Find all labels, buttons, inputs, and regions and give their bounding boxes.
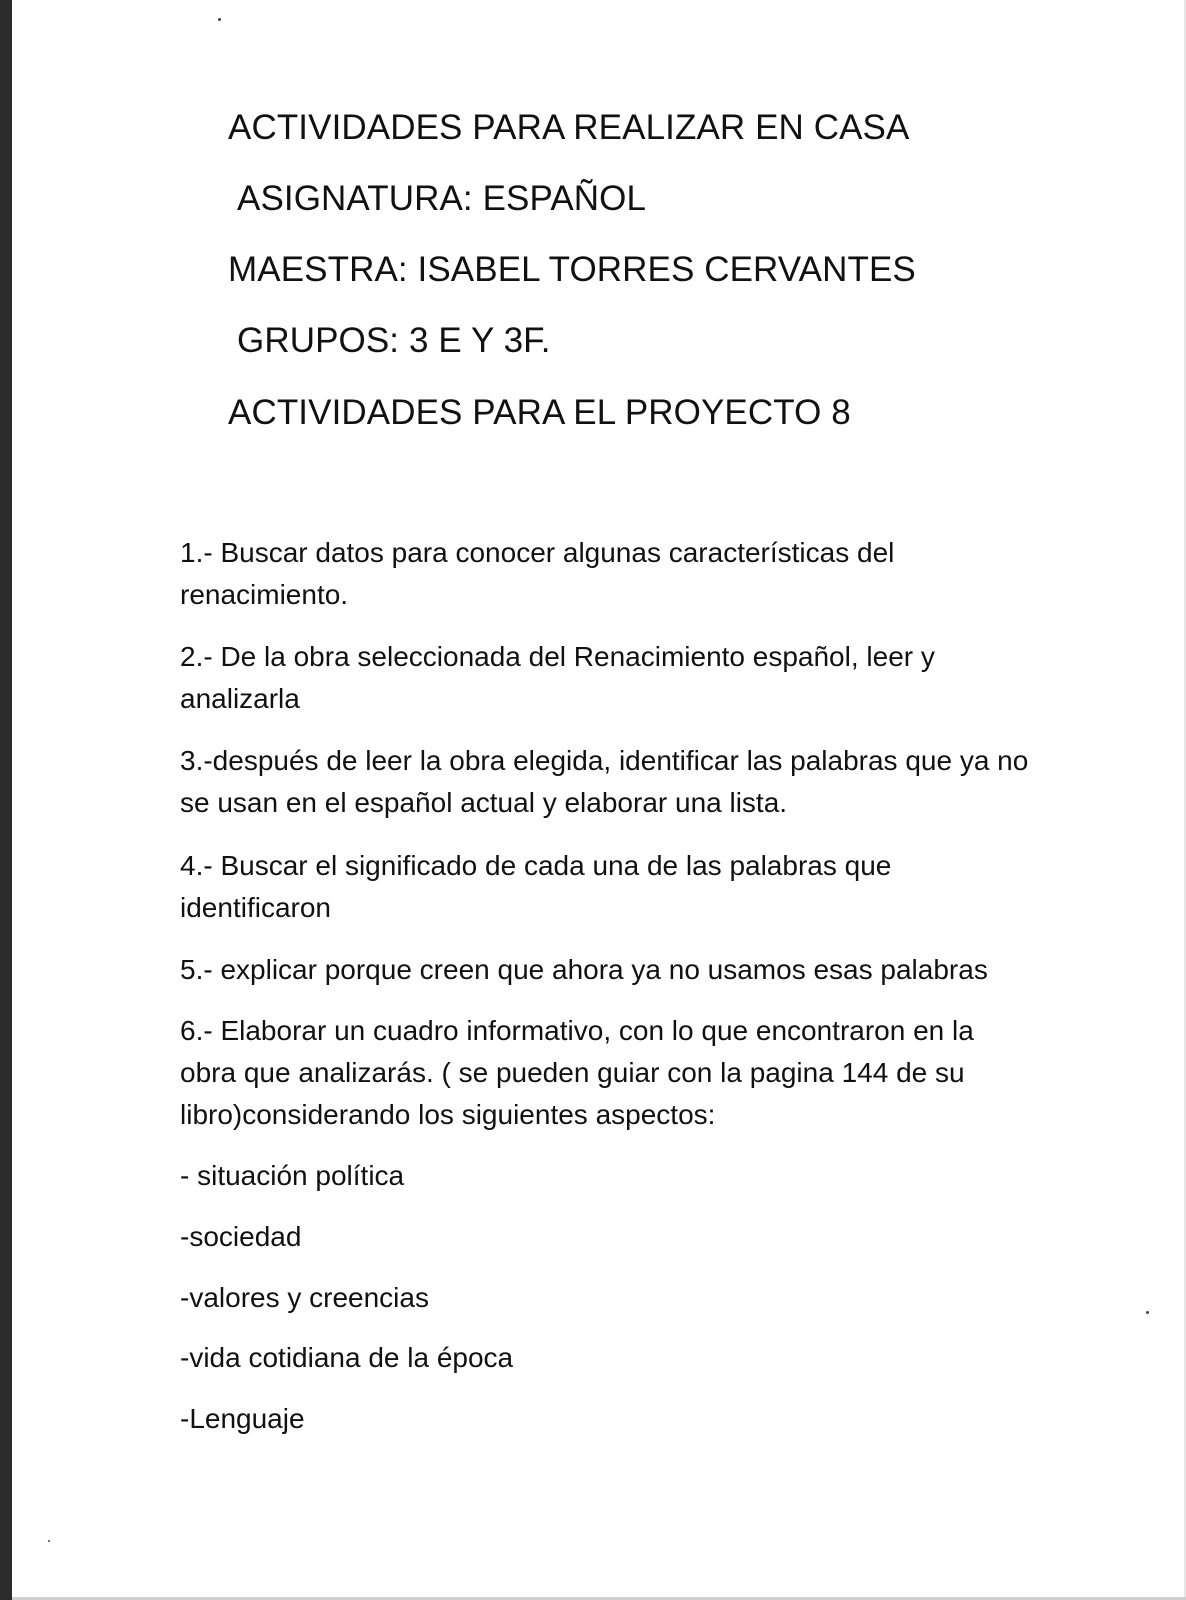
activity-item [180, 845, 1110, 929]
teacher-line: MAESTRA: ISABEL TORRES CERVANTES [228, 250, 916, 289]
activity-line: 6.- Elaborar un cuadro informativo, con lo que encontraron en la [180, 1015, 974, 1046]
activity-line: renacimiento. [180, 579, 349, 610]
activity-line: analizarla [180, 683, 300, 714]
activity-line: 5.- explicar porque creen que ahora ya no usamos esas palabras [180, 954, 988, 985]
scan-speck [1146, 1311, 1149, 1314]
scan-speck [48, 1540, 50, 1542]
aspect-item: -valores y creencias [180, 1282, 429, 1313]
activity-item [180, 740, 1110, 824]
activity-line: libro)considerando los siguientes aspectos: [180, 1099, 716, 1130]
activity-line: 4.- Buscar el significado de cada una de las palabras que [180, 850, 892, 881]
activity-item [180, 532, 1110, 616]
aspect-item: - situación política [180, 1160, 405, 1191]
aspect-item: -sociedad [180, 1221, 302, 1252]
activity-line: 3.-después de leer la obra elegida, identificar las palabras que ya no [180, 745, 1029, 776]
activity-line: se usan en el español actual y elaborar una lista. [180, 787, 788, 818]
scan-speck [218, 18, 221, 21]
document-title: ACTIVIDADES PARA REALIZAR EN CASA [228, 108, 910, 147]
activity-item [180, 1010, 1110, 1136]
activity-line: obra que analizarás. ( se pueden guiar con la pagina 144 de su [180, 1057, 965, 1088]
activity-item [180, 949, 1110, 991]
groups-line: GRUPOS: 3 E Y 3F. [237, 321, 551, 360]
activity-line: 2.- De la obra seleccionada del Renacimiento español, leer y [180, 641, 935, 672]
subject-line: ASIGNATURA: ESPAÑOL [237, 179, 647, 218]
aspect-item: -Lenguaje [180, 1403, 305, 1434]
activity-line: identificaron [180, 892, 331, 923]
aspect-item: -vida cotidiana de la época [180, 1342, 514, 1373]
scan-edge-left [0, 0, 12, 1600]
activity-item [180, 636, 1110, 720]
activity-line: 1.- Buscar datos para conocer algunas características del [180, 537, 895, 568]
project-line: ACTIVIDADES PARA EL PROYECTO 8 [228, 393, 851, 432]
